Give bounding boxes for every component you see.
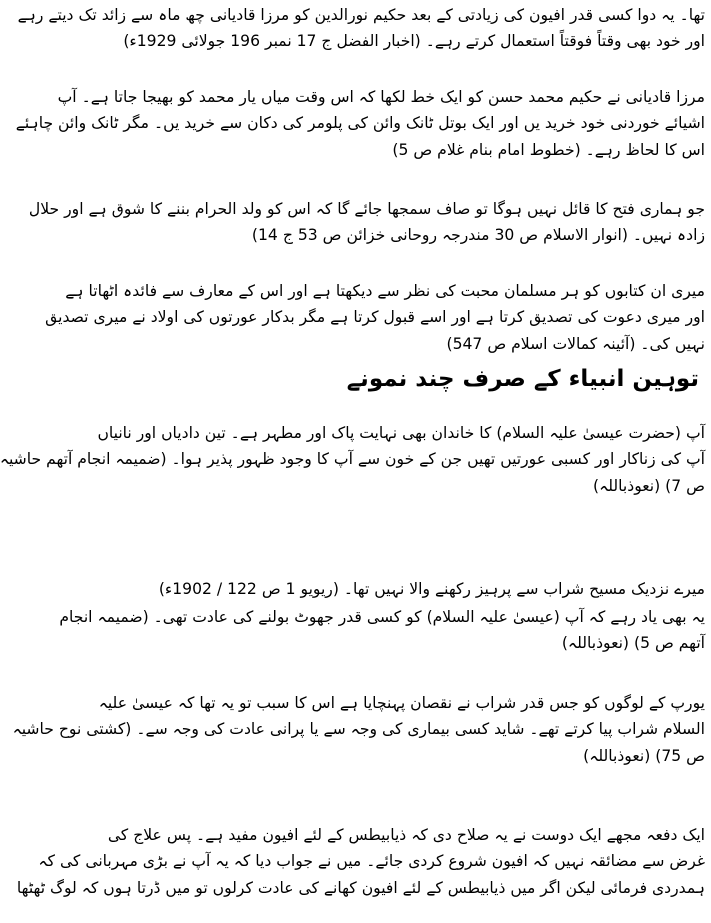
- text-line: یہ بھی یاد رہے کہ آپ (عیسیٰ علیہ السلام) کو کسی قدر جھوٹ بولنے کی عادت تھی۔ (ضمیمہ انجام: [59, 608, 705, 626]
- opium-paragraph: [16, 822, 705, 901]
- text-line: آپ کی زناکار اور کسبی عورتیں تھیں جن کے خون سے آپ کا وجود ظہور پذیر ہوا۔ (ضمیمہ انجام آتھم حاشیہ: [0, 450, 705, 469]
- lie-paragraph: [59, 604, 705, 657]
- text-line: ہمدردی فرمائی لیکن اگر میں ذیابیطس کے لئے افیون کھانے کی عادت کرلوں تو میں ڈرتا ہوں کہ لوگ ٹھٹھا: [16, 878, 705, 897]
- text-line: یورپ کے لوگوں کو جس قدر شراب نے نقصان پہنچایا ہے اس کا سبب تو یہ تھا کہ عیسیٰ علیہ: [98, 694, 705, 712]
- text-line: میرے نزدیک مسیح شراب سے پرہیز رکھنے والا نہیں تھا۔ (ریویو 1 ص 122 / 1902ء): [158, 580, 705, 598]
- text-line: آتھم ص 5) (نعوذباللہ): [561, 634, 705, 653]
- tonic-wine-paragraph: [15, 84, 705, 163]
- text-line: اور میری دعوت کی تصدیق کرتا ہے اور اسے قبول کرتا ہے مگر بدکار عورتوں کی اولاد نے میری تصدیق: [45, 308, 705, 327]
- text-line: جو ہماری فتح کا قائل نہیں ہوگا تو صاف سمجھا جائے گا کہ اس کو ولد الحرام بننے کا شوق ہے اور حلال: [28, 200, 705, 218]
- text-line: ایک دفعہ مجھے ایک دوست نے یہ صلاح دی کہ ذیابیطس کے لئے افیون مفید ہے۔ پس علاج کی: [107, 826, 705, 844]
- text-line: غرض سے مضائقہ نہیں کہ افیون شروع کردی جائے۔ میں نے جواب دیا کہ یہ آپ نے بڑی مہربانی کی کہ: [38, 852, 705, 871]
- section-heading: توہین انبیاء کے صرف چند نمونے: [346, 366, 699, 392]
- books-paragraph: [45, 278, 705, 357]
- text-line: السلام شراب پیا کرتے تھے۔ شاید کسی بیماری کی وجہ سے یا پرانی عادت کی وجہ سے۔ (کشتی نوح حاشیہ: [12, 720, 705, 739]
- text-line: ص 7) (نعوذباللہ): [593, 476, 705, 495]
- family-paragraph: [0, 420, 705, 499]
- europe-paragraph: [12, 690, 705, 769]
- text-line: ص 75) (نعوذباللہ): [583, 746, 705, 765]
- wine-paragraph: [125, 576, 705, 602]
- text-line: تھا۔ یہ دوا کسی قدر افیون کی زیادتی کے بعد حکیم نورالدین کو مرزا قادیانی چھ ماہ سے زائد تک دیتے رہے: [17, 6, 705, 24]
- text-line: میری ان کتابوں کو ہر مسلمان محبت کی نظر سے دیکھتا ہے اور اس کے معارف سے فائدہ اٹھاتا ہے: [65, 282, 705, 300]
- text-line: اشیائے خوردنی خود خرید یں اور ایک بوتل ٹانک وائن کی پلومر کی دکان سے خرید یں۔ مگر ٹانک وائن چاہئے: [15, 114, 705, 133]
- text-line: مرزا قادیانی نے حکیم محمد حسن کو ایک خط لکھا کہ اس وقت میاں یار محمد کو بھیجا جاتا ہے۔ آپ: [57, 88, 705, 106]
- intro-paragraph: [17, 2, 705, 55]
- text-line: اس کا لحاظ رہے۔ (خطوط امام بنام غلام ص 5): [392, 140, 705, 159]
- text-line: آپ (حضرت عیسیٰ علیہ السلام) کا خاندان بھی نہایت پاک اور مطہر ہے۔ تین دادیاں اور نانیاں: [97, 424, 705, 442]
- text-line: اور خود بھی وقتاً فوقتاً استعمال کرتے رہے۔ (اخبار الفضل ج 17 نمبر 196 جولائی 1929ء): [123, 32, 705, 51]
- text-line: زادہ نہیں۔ (انوار الاسلام ص 30 مندرجہ روحانی خزائن ص 53 ج 14): [251, 226, 705, 245]
- victory-paragraph: [28, 196, 705, 249]
- text-line: نہیں کی۔ (آئینہ کمالات اسلام ص 547): [446, 334, 705, 353]
